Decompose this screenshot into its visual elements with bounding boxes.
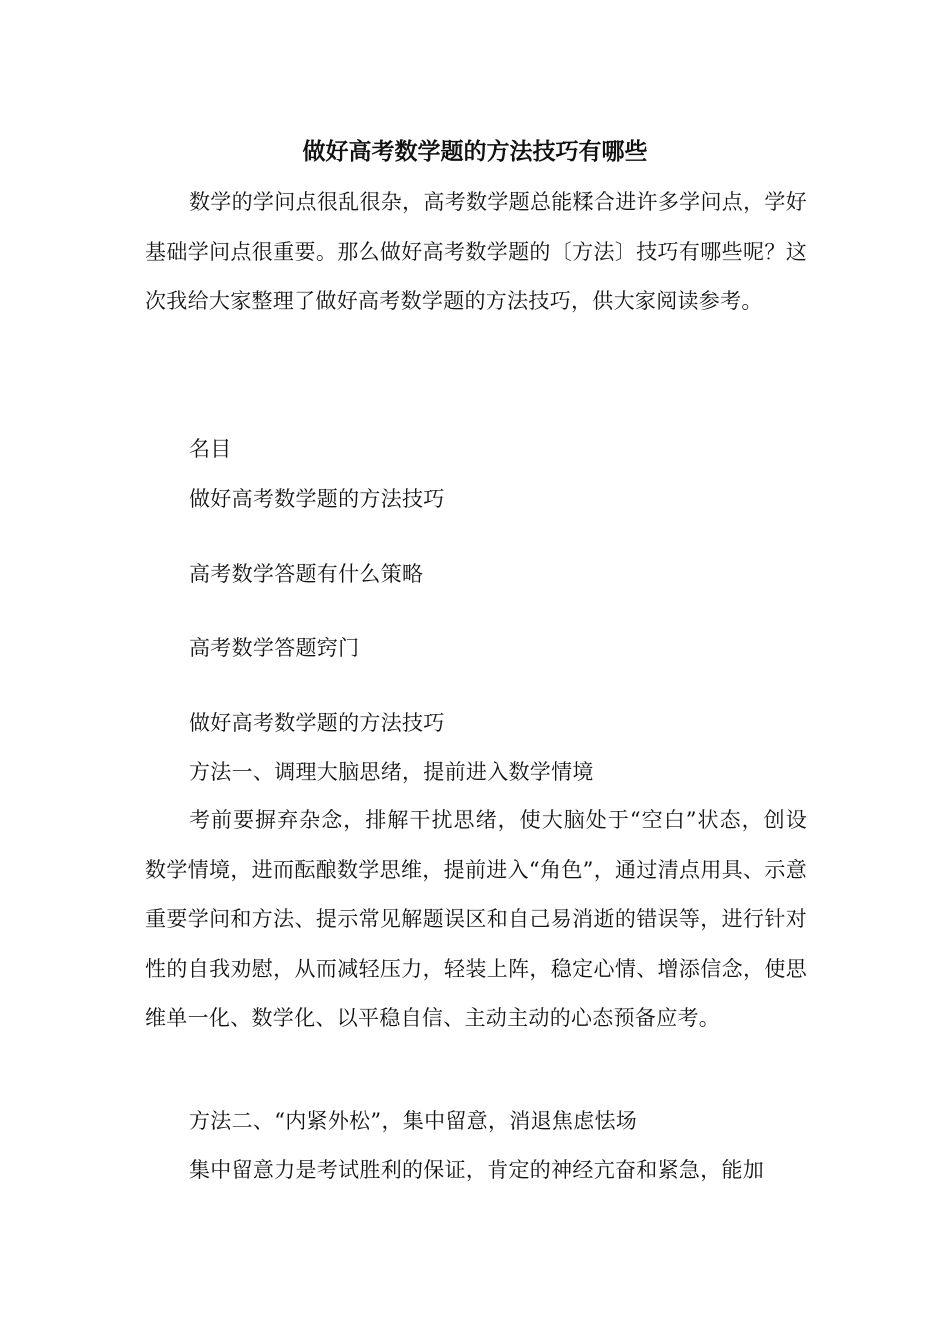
section-heading: 做好高考数学题的方法技巧 bbox=[189, 711, 445, 735]
method2-heading: 方法二、“内紧外松”，集中留意，消退焦虑怯场 bbox=[189, 1109, 638, 1133]
method1-body: 考前要摒弃杂念，排解干扰思绪，使大脑处于“空白”状态，创设数学情境，进而酝酿数学思维，提前进入“角色”，通过清点用具、示意重要学问和方法、提示常见解题误区和自己易消逝的错误等，进行针对性的自我劝慰，从而减轻压力，轻装上阵，稳定心情、增添信念，使思维单一化、数学化、以平稳自信、主动主动的心态预备应考。 bbox=[145, 808, 807, 1030]
toc-item: 高考数学答题窍门 bbox=[189, 636, 360, 660]
intro-paragraph: 数学的学问点很乱很杂，高考数学题总能糅合进许多学问点，学好基础学问点很重要。那么做好高考数学题的〔方法〕技巧有哪些呢？这次我给大家整理了做好高考数学题的方法技巧，供大家阅读参考。 bbox=[145, 190, 807, 313]
toc-item: 高考数学答题有什么策略 bbox=[189, 562, 424, 586]
toc-heading: 名目 bbox=[189, 437, 232, 461]
document-title: 做好高考数学题的方法技巧有哪些 bbox=[302, 138, 648, 165]
method1-heading: 方法一、调理大脑思绪，提前进入数学情境 bbox=[189, 760, 594, 784]
method2-body: 集中留意力是考试胜利的保证，肯定的神经亢奋和紧急，能加 bbox=[189, 1158, 765, 1182]
toc-item: 做好高考数学题的方法技巧 bbox=[189, 487, 445, 511]
